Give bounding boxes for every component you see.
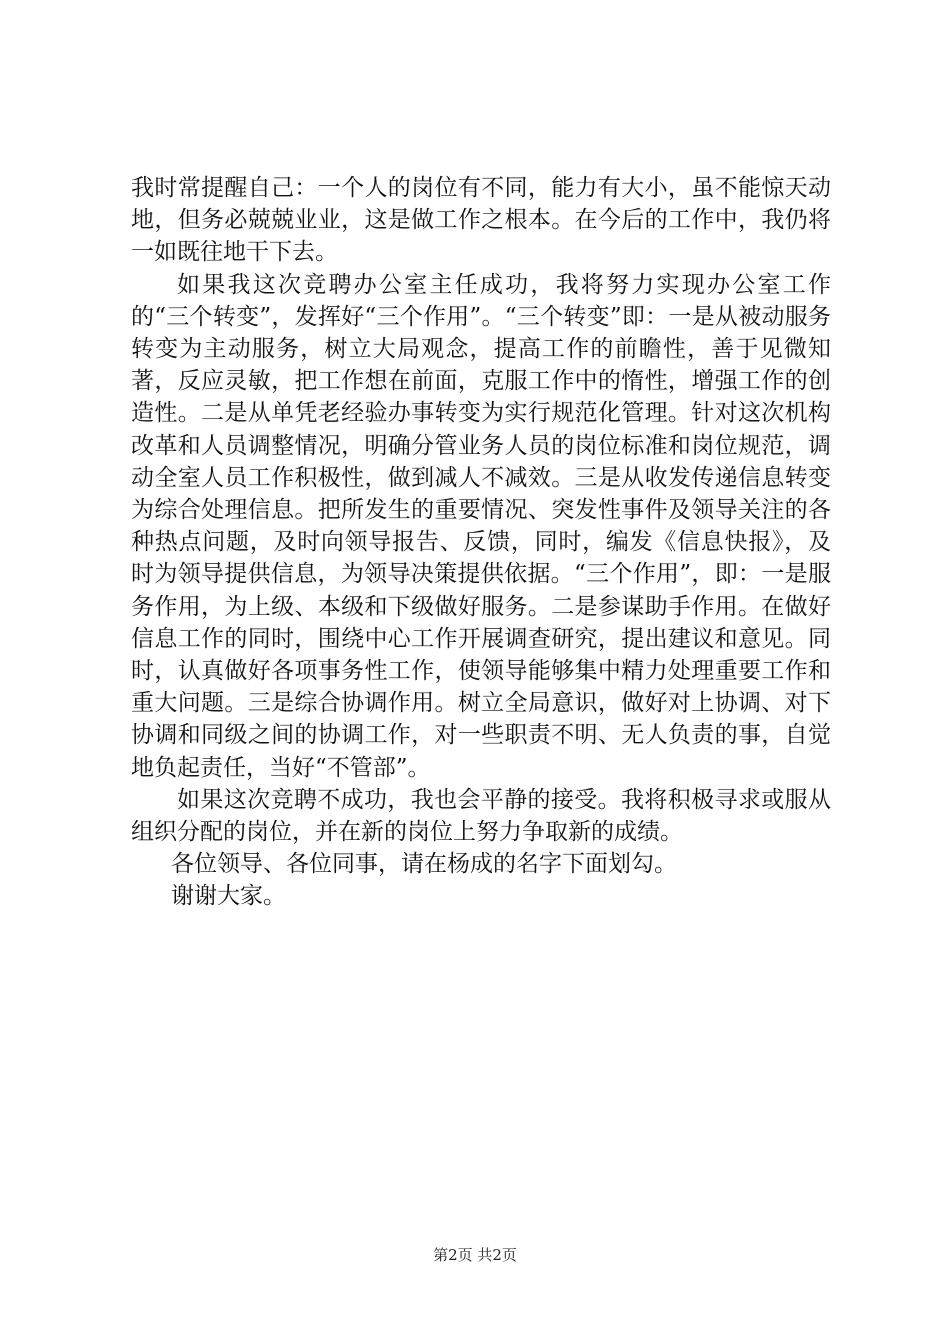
paragraph-4: 各位领导、各位同事，请在杨成的名字下面划勾。 [171, 851, 677, 878]
paragraph-5: 谢谢大家。 [171, 883, 286, 910]
document-body [131, 172, 831, 913]
paragraph-1: 我时常提醒自己：一个人的岗位有不同，能力有大小，虽不能惊天动地，但务必兢兢业业，这是做工作之根本。在今后的工作中，我仍将一如既往地干下去。 [131, 175, 831, 266]
page-footer: 第2页 共2页 [433, 1246, 517, 1264]
paragraph-3: 如果这次竞聘不成功，我也会平静的接受。我将积极寻求或服从组织分配的岗位，并在新的岗位上努力争取新的成绩。 [131, 786, 831, 846]
paragraph-2: 如果我这次竞聘办公室主任成功，我将努力实现办公室工作的“三个转变”，发挥好“三个作用”。“三个转变”即：一是从被动服务转变为主动服务，树立大局观念，提高工作的前瞻性，善于见微知著，反应灵敏，把工作想在前面，克服工作中的惰性，增强工作的创造性。二是从单凭老经验办事转变为实行规范化管理。针对这次机构改革和人员调整情况，明确分管业务人员的岗位标准和岗位规范，调动全室人员工作积极性，做到减人不减效。三是从收发传递信息转变为综合处理信息。把所发生的重要情况、突发性事件及领导关注的各种热点问题，及时向领导报告、反馈，同时，编发《信息快报》，及时为领导提供信息，为领导决策提供依据。“三个作用”，即：一是服务作用，为上级、本级和下级做好服务。二是参谋助手作用。在做好信息工作的同时，围绕中心工作开展调查研究，提出建议和意见。同时，认真做好各项事务性工作，使领导能够集中精力处理重要工作和重大问题。三是综合协调作用。树立全局意识，做好对上协调、对下协调和同级之间的协调工作，对一些职责不明、无人负责的事，自觉地负起责任，当好“不管部”。 [131, 271, 831, 781]
